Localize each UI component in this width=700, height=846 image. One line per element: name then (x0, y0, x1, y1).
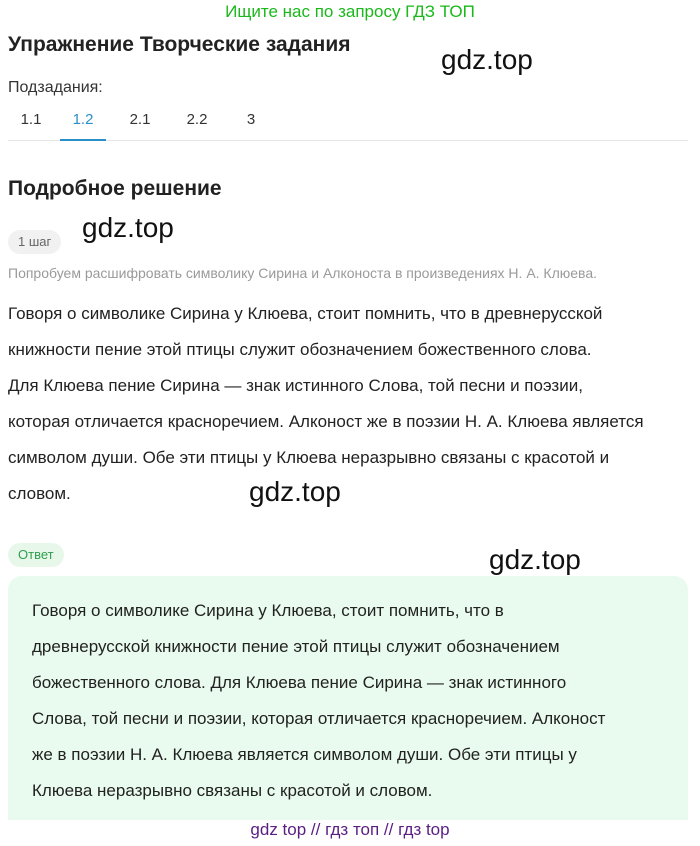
promo-banner[interactable]: Ищите нас по запросу ГДЗ ТОП (225, 2, 475, 21)
tab-3[interactable]: 3 (246, 111, 256, 128)
watermark: gdz.top (82, 212, 174, 243)
watermark: gdz.top (249, 476, 341, 507)
subtasks-label: Подзадания: (8, 79, 103, 96)
answer-box (8, 576, 688, 820)
solution-heading: Подробное решение (8, 177, 222, 200)
solution-line: символом души. Обе эти птицы у Клюева неразрывно связаны с красотой и (8, 448, 610, 467)
watermark: gdz.top (441, 44, 533, 75)
answer-line: божественного слова. Для Клюева пение Сирина — знак истинного (32, 673, 567, 692)
solution-line: словом. (8, 484, 71, 503)
exercise-title: Упражнение Творческие задания (8, 33, 351, 56)
answer-badge: Ответ (8, 543, 64, 567)
tab-2-2[interactable]: 2.2 (186, 111, 208, 128)
answer-line: же в поэзии Н. А. Клюева является символом души. Обе эти птицы у (32, 745, 577, 764)
answer-line: древнерусской книжности пение этой птицы служит обозначением (32, 637, 560, 656)
solution-text (8, 296, 692, 512)
tab-2-1[interactable]: 2.1 (129, 111, 151, 128)
solution-line: книжности пение этой птицы служит обозначением божественного слова. (8, 340, 592, 359)
solution-line: Говоря о символике Сирина у Клюева, стоит помнить, что в древнерусской (8, 304, 603, 323)
step-badge: 1 шаг (8, 230, 61, 254)
tab-1-1[interactable]: 1.1 (20, 111, 42, 128)
answer-line: Клюева неразрывно связаны с красотой и словом. (32, 781, 433, 800)
answer-line: Слова, той песни и поэзии, которая отличается красноречием. Алконост (32, 709, 606, 728)
step-hint: Попробуем расшифровать символику Сирина и Алконоста в произведениях Н. А. Клюева. (8, 265, 597, 281)
subtask-tabs (8, 108, 688, 141)
solution-line: Для Клюева пение Сирина — знак истинного Слова, той песни и поэзии, (8, 376, 583, 395)
answer-line: Говоря о символике Сирина у Клюева, стоит помнить, что в (32, 601, 504, 620)
answer-text (32, 593, 662, 809)
watermark: gdz.top (489, 544, 581, 575)
footer-links[interactable]: gdz top // гдз топ // гдз top (250, 820, 450, 839)
solution-line: которая отличается красноречием. Алконост же в поэзии Н. А. Клюева является (8, 412, 644, 431)
tab-1-2[interactable]: 1.2 (60, 108, 106, 141)
